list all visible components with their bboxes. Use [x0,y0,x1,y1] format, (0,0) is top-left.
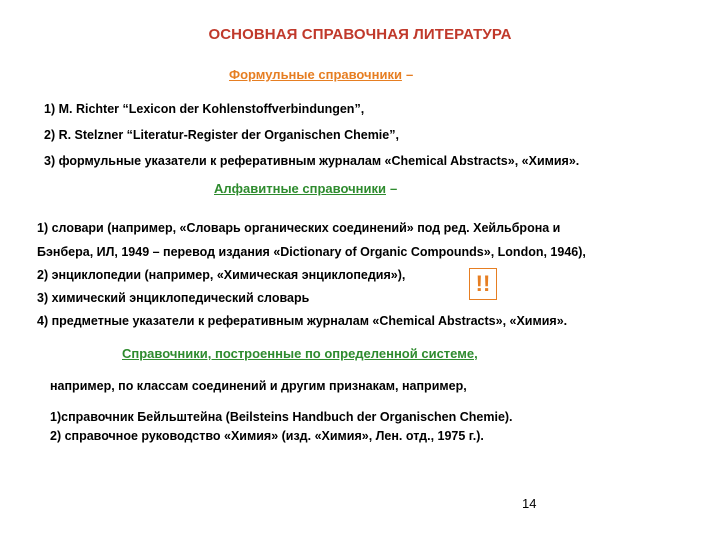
section1-dash: – [405,67,414,82]
section1-heading [229,67,413,82]
section2-item-4: 4) предметные указатели к реферативным журналам «Chemical Abstracts», «Химия». [37,314,568,328]
section2-heading [214,181,397,196]
section2-heading-label: Алфавитные справочники [214,181,386,196]
section1-item-2: 2) R. Stelzner “Literatur-Register der Organischen Chemie”, [44,128,399,142]
section2-item-3: 3) химический энциклопедический словарь [37,291,310,305]
section2-item-1: 1) словари (например, «Словарь органических соединений» под ред. Хейльброна и [37,221,561,235]
section3-heading: Справочники, построенные по определенной системе, [122,346,478,361]
page-number: 14 [522,496,537,511]
section3-item-1: 1)справочник Бейльштейна (Beilsteins Handbuch der Organischen Chemie). [50,410,513,424]
attention-badge: !! [469,268,497,300]
section1-item-3: 3) формульные указатели к реферативным журналам «Chemical Abstracts», «Химия». [44,154,580,168]
section2-item-1-cont: Бэнбера, ИЛ, 1949 – перевод издания «Dictionary of Organic Compounds», London, 1946), [37,245,586,259]
section1-heading-label: Формульные справочники [229,67,402,82]
section2-dash: – [389,181,398,196]
section3-intro: например, по классам соединений и другим признакам, например, [50,379,467,393]
page-title: ОСНОВНАЯ СПРАВОЧНАЯ ЛИТЕРАТУРА [208,26,512,43]
section3-item-2: 2) справочное руководство «Химия» (изд. «Химия», Лен. отд., 1975 г.). [50,429,484,443]
section2-item-2: 2) энциклопедии (например, «Химическая энциклопедия»), [37,268,406,282]
section1-item-1: 1) M. Richter “Lexicon der Kohlenstoffverbindungen”, [44,102,365,116]
